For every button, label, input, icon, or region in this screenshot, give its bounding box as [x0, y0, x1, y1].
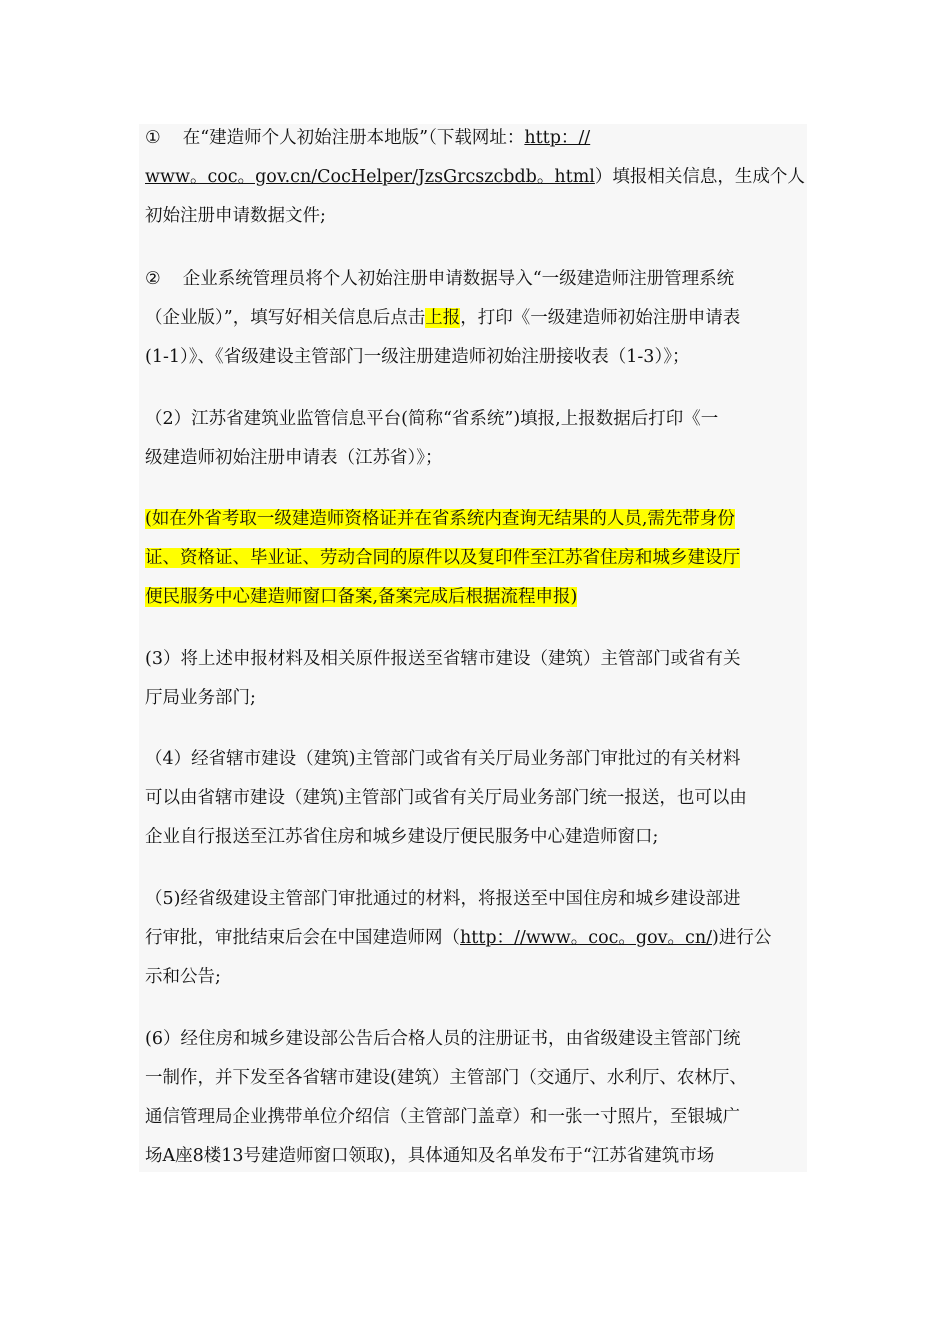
text-span: 级建造师初始注册申请表（江苏省）》；	[145, 448, 443, 468]
text-span: 企业自行报送至江苏省住房和城乡建设厅便民服务中心建造师窗口;	[145, 827, 659, 847]
text-line	[145, 640, 807, 679]
text-line	[145, 338, 807, 377]
text-span: （4）经省辖市建设（建筑)主管部门或省有关厅局业务部门审批过的有关材料	[145, 749, 741, 769]
download-link-cont[interactable]: www。coc。gov.cn/CocHelper/JzsGrcszcbdb。html	[145, 167, 595, 187]
paragraph-5	[145, 640, 807, 718]
text-line	[145, 740, 807, 779]
text-span: 一制作，并下发至各省辖市建设(建筑）主管部门（交通厅、水利厅、农林厅、	[145, 1068, 747, 1088]
text-line	[145, 779, 807, 818]
paragraph-3	[145, 400, 807, 478]
text-span: 示和公告;	[145, 967, 221, 987]
text-line	[145, 197, 807, 236]
text-line	[145, 119, 807, 158]
paragraph-4-note	[145, 500, 807, 617]
text-span: 场A座8楼13号建造师窗口领取)，具体通知及名单发布于“江苏省建筑市场	[145, 1146, 715, 1166]
text-line	[145, 1137, 807, 1176]
text-line	[145, 679, 807, 718]
text-line	[145, 1020, 807, 1059]
download-link[interactable]: http：//	[524, 128, 591, 148]
text-span: 行审批，审批结束后会在中国建造师网（	[145, 928, 460, 948]
text-span: 厅局业务部门;	[145, 688, 256, 708]
text-line	[145, 1059, 807, 1098]
text-span: 企业系统管理员将个人初始注册申请数据导入“一级建造师注册管理系统	[182, 269, 735, 289]
text-span: (6）经住房和城乡建设部公告后合格人员的注册证书，由省级建设主管部门统	[145, 1029, 741, 1049]
text-line	[145, 919, 807, 958]
paragraph-2	[145, 260, 807, 377]
paragraph-8	[145, 1020, 807, 1176]
highlighted-text: (如在外省考取一级建造师资格证并在省系统内查询无结果的人员,需先带身份	[145, 509, 735, 529]
text-span: （企业版）”，填写好相关信息后点击	[145, 308, 426, 328]
paragraph-7	[145, 880, 807, 997]
text-line	[145, 539, 807, 578]
paragraph-1	[145, 119, 807, 236]
highlighted-text: 便民服务中心建造师窗口备案,备案完成后根据流程申报)	[145, 587, 578, 607]
text-span: ，打印《一级建造师初始注册申请表	[460, 308, 741, 328]
text-line	[145, 400, 807, 439]
text-line	[145, 880, 807, 919]
text-line	[145, 439, 807, 478]
text-line	[145, 500, 807, 539]
paragraph-6	[145, 740, 807, 857]
text-span: （5)经省级建设主管部门审批通过的材料，将报送至中国住房和城乡建设部进	[145, 889, 741, 909]
text-span: )进行公	[712, 928, 772, 948]
text-span: 通信管理局企业携带单位介绍信（主管部门盖章）和一张一寸照片，至银城广	[145, 1107, 740, 1127]
text-span: 可以由省辖市建设（建筑)主管部门或省有关厅局业务部门统一报送，也可以由	[145, 788, 747, 808]
highlighted-text: 证、资格证、毕业证、劳动合同的原件以及复印件至江苏省住房和城乡建设厅	[145, 548, 740, 568]
text-span: 初始注册申请数据文件;	[145, 206, 326, 226]
text-line	[145, 578, 807, 617]
text-span: (3）将上述申报材料及相关原件报送至省辖市建设（建筑）主管部门或省有关	[145, 649, 741, 669]
circled-number: ①	[145, 128, 161, 148]
text-line	[145, 299, 807, 338]
text-span: （2）江苏省建筑业监管信息平台(简称“省系统”)填报,上报数据后打印《一	[145, 409, 719, 429]
text-line	[145, 158, 807, 197]
text-span: ）填报相关信息，生成个人	[594, 167, 805, 187]
highlighted-text: 上报	[425, 308, 461, 328]
text-span: 在“建造师个人初始注册本地版”（下载网址：	[182, 128, 525, 148]
text-span: (1-1）》、《省级建设主管部门一级注册建造师初始注册接收表（1-3）》；	[145, 347, 690, 367]
text-line	[145, 958, 807, 997]
text-line	[145, 1098, 807, 1137]
circled-number: ②	[145, 269, 161, 289]
text-line	[145, 818, 807, 857]
coc-website-link[interactable]: http：//www。coc。gov。cn/	[460, 928, 712, 948]
text-line	[145, 260, 807, 299]
